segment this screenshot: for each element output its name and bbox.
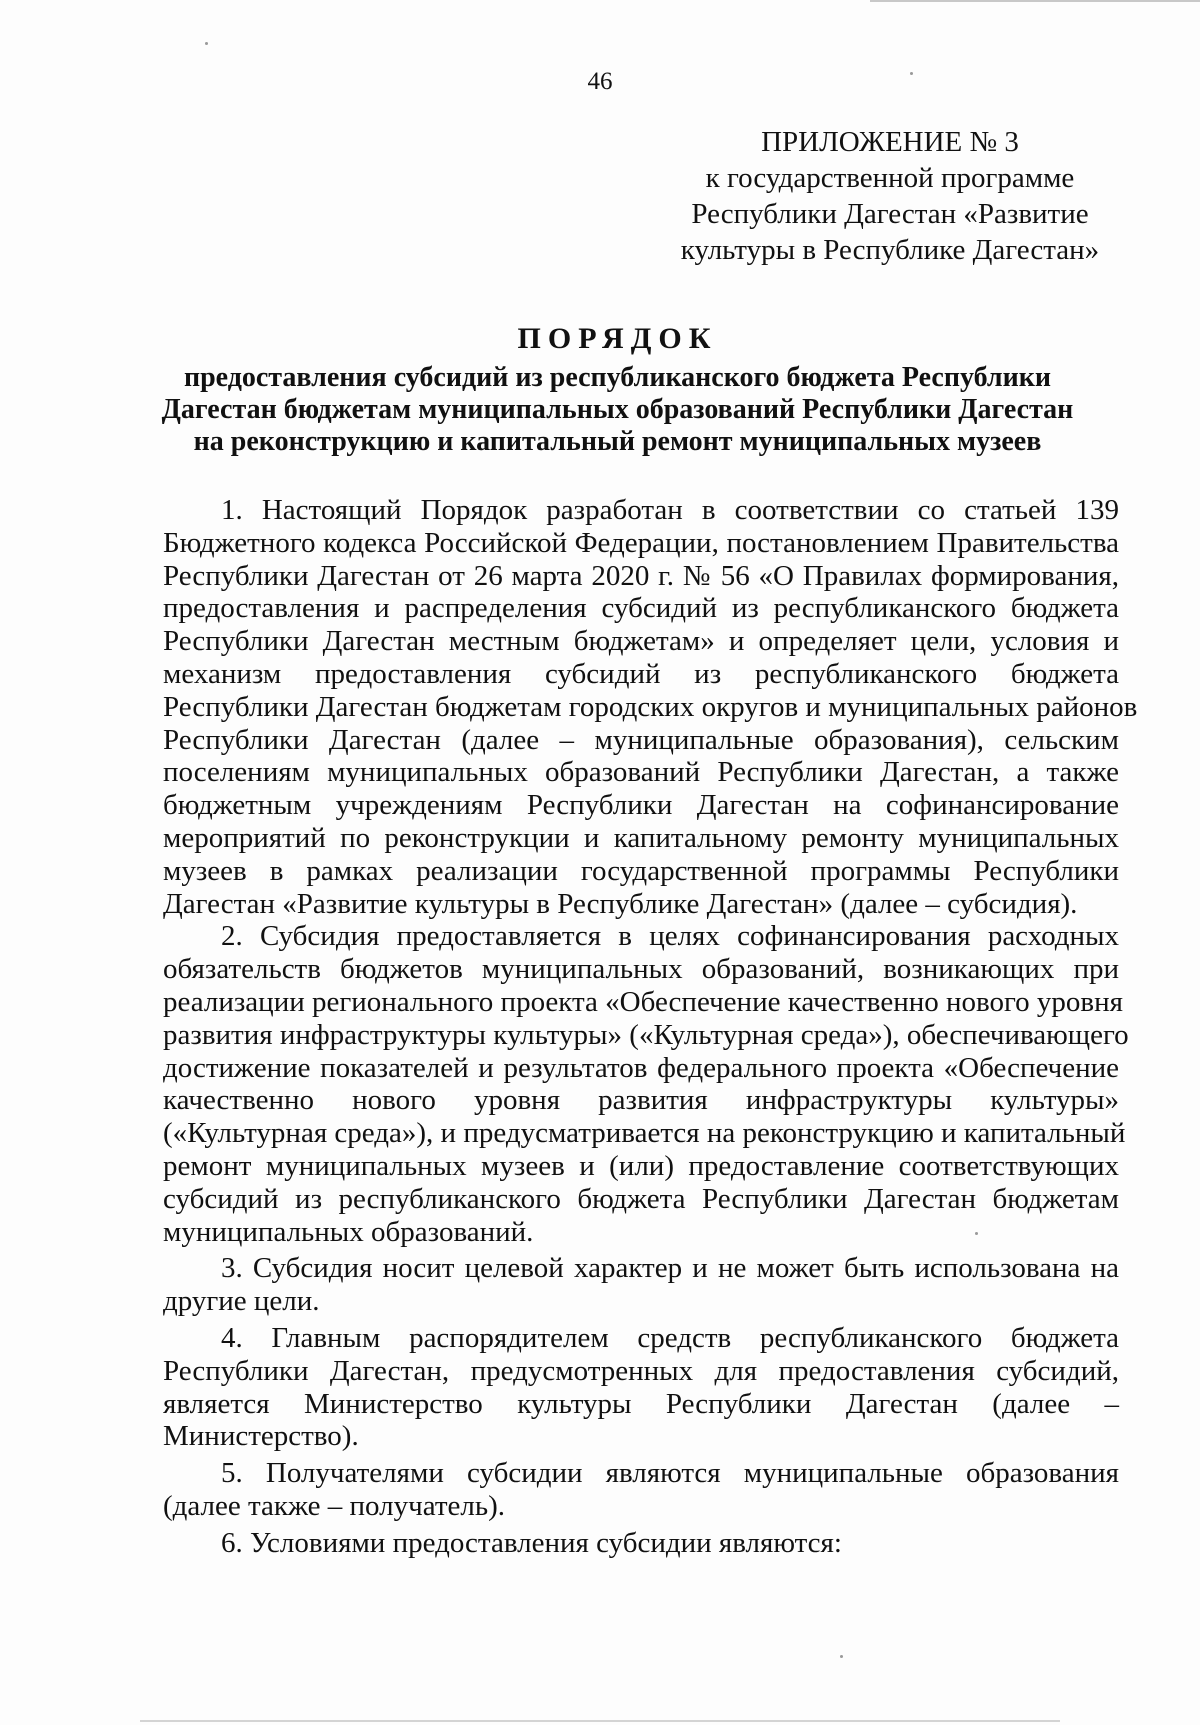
paragraph-line: 3. Субсидия носит целевой характер и не может быть использована на (221, 1252, 1119, 1285)
document-subtitle (150, 362, 1085, 458)
paragraph-line: (далее также – получатель). (163, 1489, 505, 1522)
appendix-line: ПРИЛОЖЕНИЕ № 3 (761, 126, 1019, 158)
subtitle-line: на реконструкцию и капитальный ремонт муниципальных музеев (193, 426, 1042, 457)
paragraph-line: Республики Дагестан бюджетам городских округов и муниципальных районов (163, 690, 1138, 723)
subtitle-line: предоставления субсидий из республиканского бюджета Республики (183, 362, 1052, 393)
paragraph-line: предоставления и распределения субсидий из республиканского бюджета (163, 592, 1119, 625)
appendix-header (640, 124, 1140, 268)
paragraph (163, 920, 1129, 1248)
paragraph-line: бюджетным учреждениям Республики Дагестан на софинансирование (163, 789, 1119, 822)
paragraph-line: поселениям муниципальных образований Республики Дагестан, а также (163, 756, 1119, 789)
paragraph-line: другие цели. (163, 1285, 320, 1318)
page-number: 46 (587, 68, 613, 95)
paragraph-line: является Министерство культуры Республики Дагестан (далее – (163, 1387, 1119, 1420)
paragraph-line: Бюджетного кодекса Российской Федерации, постановлением Правительства (163, 526, 1119, 559)
paragraph-line: ремонт муниципальных музеев и (или) предоставление соответствующих (163, 1149, 1119, 1182)
paragraph-line: 2. Субсидия предоставляется в целях софинансирования расходных (221, 920, 1119, 953)
paragraph-line: качественно нового уровня развития инфраструктуры культуры» (163, 1084, 1119, 1117)
document-body (163, 494, 1138, 1560)
paragraph-line: достижение показателей и результатов федерального проекта «Обеспечение (163, 1051, 1119, 1084)
paragraph-line: развития инфраструктуры культуры» («Культурная среда»), обеспечивающего (163, 1018, 1129, 1051)
scan-artifact (870, 0, 1200, 2)
scan-speck (910, 72, 913, 75)
paragraph-line: механизм предоставления субсидий из республиканского бюджета (163, 657, 1119, 690)
paragraph-line: Республики Дагестан, предусмотренных для предоставления субсидий, (163, 1354, 1119, 1387)
paragraph-line: («Культурная среда»), и предусматривается на реконструкцию и капитальный (163, 1117, 1126, 1150)
paragraph (163, 494, 1138, 920)
paragraph-line: 6. Условиями предоставления субсидии являются: (221, 1526, 842, 1559)
paragraph (163, 1322, 1119, 1453)
paragraph-line: музеев в рамках реализации государственной программы Республики (163, 854, 1119, 887)
scan-speck (205, 42, 208, 45)
scan-speck (975, 1232, 978, 1235)
paragraph-line: 5. Получателями субсидии являются муниципальные образования (221, 1457, 1119, 1490)
paragraph (163, 1252, 1119, 1318)
paragraph-line: субсидий из республиканского бюджета Республики Дагестан бюджетам (163, 1182, 1119, 1215)
subtitle-line: Дагестан бюджетам муниципальных образований Республики Дагестан (161, 394, 1074, 425)
paragraph-line: Дагестан «Развитие культуры в Республике Дагестан» (далее – субсидия). (163, 887, 1078, 920)
paragraph (163, 1527, 1119, 1560)
paragraph-line: муниципальных образований. (163, 1215, 534, 1248)
scan-speck (840, 1655, 843, 1658)
document-title: ПОРЯДОК (517, 322, 718, 355)
appendix-line: к государственной программе (705, 162, 1075, 194)
paragraph-line: Республики Дагестан (далее – муниципальные образования), сельским (163, 723, 1119, 756)
appendix-line: культуры в Республике Дагестан» (680, 234, 1100, 266)
paragraph-line: 1. Настоящий Порядок разработан в соответствии со статьей 139 (221, 494, 1119, 526)
paragraph-line: мероприятий по реконструкции и капитальному ремонту муниципальных (163, 821, 1119, 854)
paragraph-line: 4. Главным распорядителем средств республиканского бюджета (221, 1321, 1119, 1354)
paragraph-line: Республики Дагестан местным бюджетам» и определяет цели, условия и (163, 625, 1119, 658)
paragraph-line: Республики Дагестан от 26 марта 2020 г. № 56 «О Правилах формирования, (163, 559, 1119, 592)
scan-artifact (140, 1720, 1060, 1722)
paragraph-line: обязательств бюджетов муниципальных образований, возникающих при (163, 953, 1119, 986)
paragraph (163, 1457, 1119, 1523)
paragraph-line: реализации регионального проекта «Обеспечение качественно нового уровня (163, 985, 1123, 1018)
appendix-line: Республики Дагестан «Развитие (691, 198, 1089, 230)
title-block (150, 320, 1085, 458)
paragraph-line: Министерство). (163, 1420, 359, 1453)
